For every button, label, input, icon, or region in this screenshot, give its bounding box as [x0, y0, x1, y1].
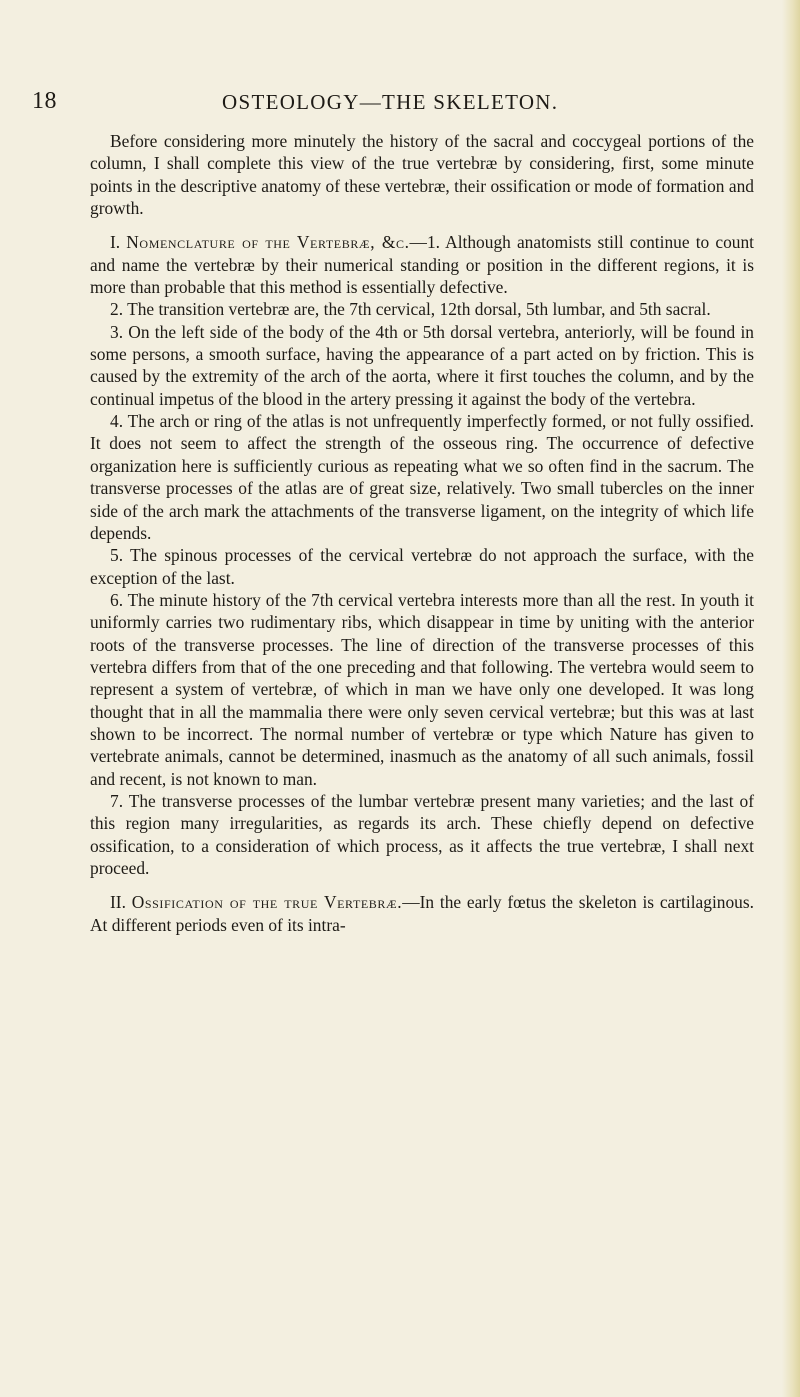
section-1-item-4: 4. The arch or ring of the atlas is not unfrequently imperfectly formed, or not fully ossified. It does not seem to affect the strength of the osseous ring. The occurrence of defective organization here is sufficiently curious as repeating what we so often find in the sacrum. The transverse processes of the atlas are of great size, relatively. Two small tubercles on the inner side of the arch mark the attachments of the transverse ligament, on the integrity of which life depends. — [90, 411, 754, 543]
section-2-heading: Ossification of the true Vertebræ. — [131, 892, 403, 913]
section-1-item-6: 6. The minute history of the 7th cervical vertebra interests more than all the rest. In youth it uniformly carries two rudimentary ribs, which disappear in time by uniting with the anterior roots of the transverse processes. The line of direction of the transverse processes of this vertebra differs from that of the one preceding and that following. The vertebra would seem to represent a system of vertebræ, of which in man we have only one developed. It was long thought that in all the mammalia there were only seven cervical vertebræ; but this was at last shown to be incorrect. The normal number of vertebræ or type which Nature has given to vertebrate animals, cannot be determined, inasmuch as the anatomy of all such animals, fossil and recent, is not known to man. — [90, 589, 754, 789]
intro-paragraph: Before considering more minutely the history of the sacral and coccygeal portions of the column, I shall complete this view of the true vertebræ by considering, first, some minute points in the descriptive anatomy of these vertebræ, their ossification or mode of formation and growth. — [90, 131, 754, 219]
section-1-item-3: 3. On the left side of the body of the 4th or 5th dorsal vertebra, anteriorly, will be found in some persons, a smooth surface, having the appearance of a part acted on by friction. This is caused by the extremity of the arch of the aorta, where it first touches the column, and by the continual impetus of the blood in the artery pressing it against the body of the vertebra. — [90, 321, 754, 409]
page-body — [90, 130, 754, 936]
section-2-text: —In the early fœtus the skeleton is cartilaginous. At different periods even of its intra- — [90, 892, 754, 935]
section-1-paragraph — [90, 231, 754, 298]
page-header — [32, 88, 752, 122]
section-1-item-1: —1. Although anatomists still continue to count and name the vertebræ by their numerical standing or position in the different regions, it is more than probable that this method is essentially defective. — [90, 232, 754, 298]
section-2-numeral: II. — [110, 892, 126, 913]
section-1-item-2: 2. The transition vertebræ are, the 7th cervical, 12th dorsal, 5th lumbar, and 5th sacral. — [110, 299, 711, 320]
page-number: 18 — [32, 88, 57, 114]
section-1-item-5: 5. The spinous processes of the cervical vertebræ do not approach the surface, with the exception of the last. — [90, 545, 754, 588]
page-edge-shadow — [782, 0, 800, 1397]
running-title: OSTEOLOGY—THE SKELETON. — [222, 90, 559, 114]
section-1-item-7: 7. The transverse processes of the lumbar vertebræ present many varieties; and the last of this region many irregularities, as regards its arch. These chiefly depend on defective ossification, to a consideration of which process, as it affects the true vertebræ, I shall next proceed. — [90, 790, 754, 878]
section-2-paragraph — [90, 891, 754, 936]
section-1-numeral: I. — [110, 232, 121, 253]
section-1-heading: Nomenclature of the Vertebræ, &c. — [126, 232, 410, 253]
